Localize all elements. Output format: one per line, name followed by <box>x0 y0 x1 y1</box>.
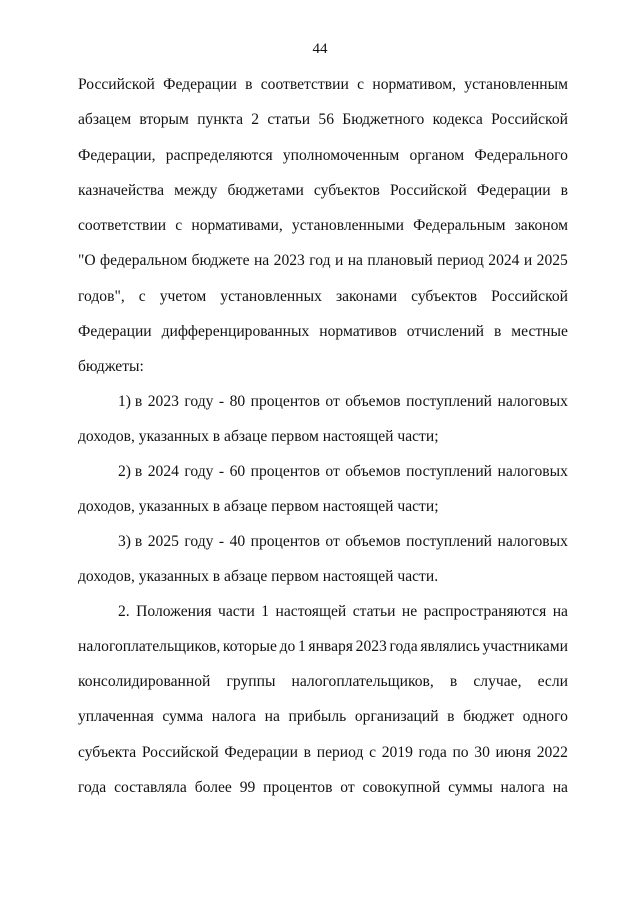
text-line <box>78 216 568 236</box>
word: июня <box>495 744 532 761</box>
word: если <box>537 673 568 690</box>
word: года <box>78 779 107 796</box>
word: на <box>552 779 568 796</box>
text-line <box>118 602 568 622</box>
word: 30 <box>474 744 490 761</box>
word: налога <box>211 708 257 725</box>
word: которые <box>222 638 277 655</box>
word: установленными <box>291 217 404 234</box>
word: организаций <box>354 708 439 725</box>
word: 56 <box>318 111 334 128</box>
word: статьи <box>267 111 311 128</box>
word: объемов <box>345 393 401 410</box>
word: 2023 <box>273 252 305 269</box>
word: дифференцированных <box>161 323 310 340</box>
word: составляла <box>114 779 187 796</box>
word: бюджетами <box>227 182 304 199</box>
word: Положения <box>136 603 212 620</box>
word: налоговых <box>497 533 568 550</box>
text-line <box>78 181 568 201</box>
text-line <box>78 672 568 692</box>
word: 2 <box>251 111 260 128</box>
word: Российской <box>491 288 568 305</box>
word: между <box>174 182 218 199</box>
word: поступлений <box>406 463 493 480</box>
word: местные <box>511 323 568 340</box>
word: в <box>447 708 455 725</box>
text-line: доходов, указанных в абзаце первом настоящей части; <box>78 428 439 445</box>
word: от <box>325 533 340 550</box>
word: Российской <box>141 744 219 761</box>
text-line <box>118 392 568 412</box>
word: установленным <box>464 76 568 93</box>
word: году <box>184 463 214 480</box>
word: пункта <box>197 111 243 128</box>
word: федеральном <box>100 252 188 269</box>
word: бюджете <box>191 252 250 269</box>
word: Федерации <box>224 744 298 761</box>
word: учетом <box>159 288 207 305</box>
text-line <box>118 532 568 552</box>
word: в <box>303 744 312 761</box>
word: 2025 <box>536 252 568 269</box>
word: 2023 <box>147 393 179 410</box>
word: процентов <box>250 533 320 550</box>
word: 40 <box>229 533 246 550</box>
word: и <box>523 252 533 269</box>
text-line <box>78 707 568 727</box>
word: одного <box>522 708 568 725</box>
word: установленных <box>220 288 322 305</box>
word: законами <box>335 288 398 305</box>
word: в <box>245 76 253 93</box>
word: от <box>325 393 340 410</box>
word: в <box>449 673 458 690</box>
word: уплаченная <box>78 708 154 725</box>
page-number: 44 <box>312 41 328 57</box>
text-line: доходов, указанных в абзаце первом настоящей части; <box>78 498 439 515</box>
text-line <box>118 462 568 482</box>
word: Федерации <box>163 76 237 93</box>
word: года <box>418 744 447 761</box>
word: отчислений <box>406 323 485 340</box>
word: - <box>218 393 225 410</box>
word: процентов <box>250 463 320 480</box>
word: субъектов <box>411 288 478 305</box>
text-line <box>78 743 568 763</box>
word: 3) в <box>118 533 143 550</box>
word: объемов <box>345 463 401 480</box>
text-line <box>78 778 568 798</box>
word: казначейства <box>78 182 164 199</box>
word: и <box>334 252 344 269</box>
word: не <box>401 603 418 620</box>
word: уполномоченным <box>282 147 400 164</box>
word: Российской <box>389 182 467 199</box>
word: 2025 <box>147 533 179 550</box>
word: Федерации <box>476 182 551 199</box>
word: плановый <box>367 252 433 269</box>
word: объемов <box>345 533 401 550</box>
word: нормативов <box>319 323 397 340</box>
word: Федерации <box>78 323 152 340</box>
word: января <box>308 638 353 655</box>
text-line <box>78 287 568 307</box>
word: 60 <box>229 463 246 480</box>
word: консолидированной <box>78 673 211 690</box>
word: с <box>357 76 365 93</box>
word: Федерации, <box>78 147 156 164</box>
word: Бюджетного <box>342 111 425 128</box>
word: Федерального <box>474 147 568 164</box>
word: совокупной <box>362 779 441 796</box>
word: годов", <box>78 288 125 305</box>
word: поступлений <box>406 393 493 410</box>
word: 2022 <box>536 744 568 761</box>
word: с <box>175 217 183 234</box>
text-line <box>78 251 568 271</box>
word: настоящей <box>275 603 347 620</box>
word: на <box>347 252 363 269</box>
word: - <box>218 463 225 480</box>
word: субъекта <box>78 744 137 761</box>
word: на <box>253 252 270 269</box>
word: органом <box>409 147 465 164</box>
text-line <box>78 637 568 657</box>
word: Российской <box>78 76 155 93</box>
word: году <box>184 533 214 550</box>
word: вторым <box>139 111 189 128</box>
word: налоговых <box>497 463 568 480</box>
word: сумма <box>162 708 204 725</box>
word: абзацем <box>78 111 132 128</box>
word: "О <box>78 252 96 269</box>
text-line <box>78 146 568 166</box>
word: период <box>316 744 364 761</box>
word: 99 <box>239 779 256 796</box>
word: до <box>279 638 296 655</box>
word: в <box>560 182 568 199</box>
word: 1 <box>297 638 306 655</box>
word: 80 <box>229 393 246 410</box>
word: 2. <box>118 603 130 620</box>
word: 1 <box>261 603 270 620</box>
word: от <box>340 779 355 796</box>
word: субъектов <box>313 182 380 199</box>
word: 2019 <box>381 744 413 761</box>
word: 2024 <box>147 463 179 480</box>
word: случае, <box>473 673 522 690</box>
word: год <box>309 252 331 269</box>
word: по <box>452 744 469 761</box>
word: распределяются <box>165 147 273 164</box>
word: Федеральным <box>413 217 506 234</box>
word: в <box>493 323 502 340</box>
word: Российской <box>491 111 568 128</box>
word: поступлений <box>406 533 493 550</box>
word: налогоплательщиков, <box>291 673 434 690</box>
word: части <box>217 603 255 620</box>
text-line <box>78 110 568 130</box>
word: являлись <box>420 638 480 655</box>
word: соответствии <box>260 76 349 93</box>
text-line: доходов, указанных в абзаце первом настоящей части. <box>78 568 439 585</box>
word: процентов <box>250 393 320 410</box>
text-line <box>78 322 568 342</box>
word: кодекса <box>432 111 483 128</box>
word: суммы <box>448 779 493 796</box>
word: период <box>437 252 484 269</box>
word: процентов <box>263 779 333 796</box>
word: на <box>552 603 568 620</box>
word: налоговых <box>497 393 568 410</box>
word: законом <box>514 217 568 234</box>
word: налогоплательщиков, <box>78 638 221 655</box>
word: участниками <box>482 638 568 655</box>
word: бюджет <box>463 708 515 725</box>
word: распространяются <box>423 603 547 620</box>
text-line <box>78 75 568 95</box>
word: от <box>325 463 340 480</box>
word: году <box>184 393 214 410</box>
text-line: бюджеты: <box>78 358 144 375</box>
word: 2) в <box>118 463 143 480</box>
word: 2024 <box>488 252 520 269</box>
word: нормативом, <box>372 76 457 93</box>
word: статьи <box>352 603 396 620</box>
word: прибыль <box>288 708 347 725</box>
word: с <box>369 744 377 761</box>
word: нормативами, <box>191 217 283 234</box>
word: группы <box>226 673 276 690</box>
word: - <box>218 533 225 550</box>
word: налога <box>500 779 545 796</box>
word: соответствии <box>78 217 167 234</box>
word: года <box>389 638 418 655</box>
word: более <box>194 779 232 796</box>
word: 2023 <box>355 638 387 655</box>
word: с <box>138 288 146 305</box>
word: 1) в <box>118 393 143 410</box>
word: на <box>264 708 280 725</box>
